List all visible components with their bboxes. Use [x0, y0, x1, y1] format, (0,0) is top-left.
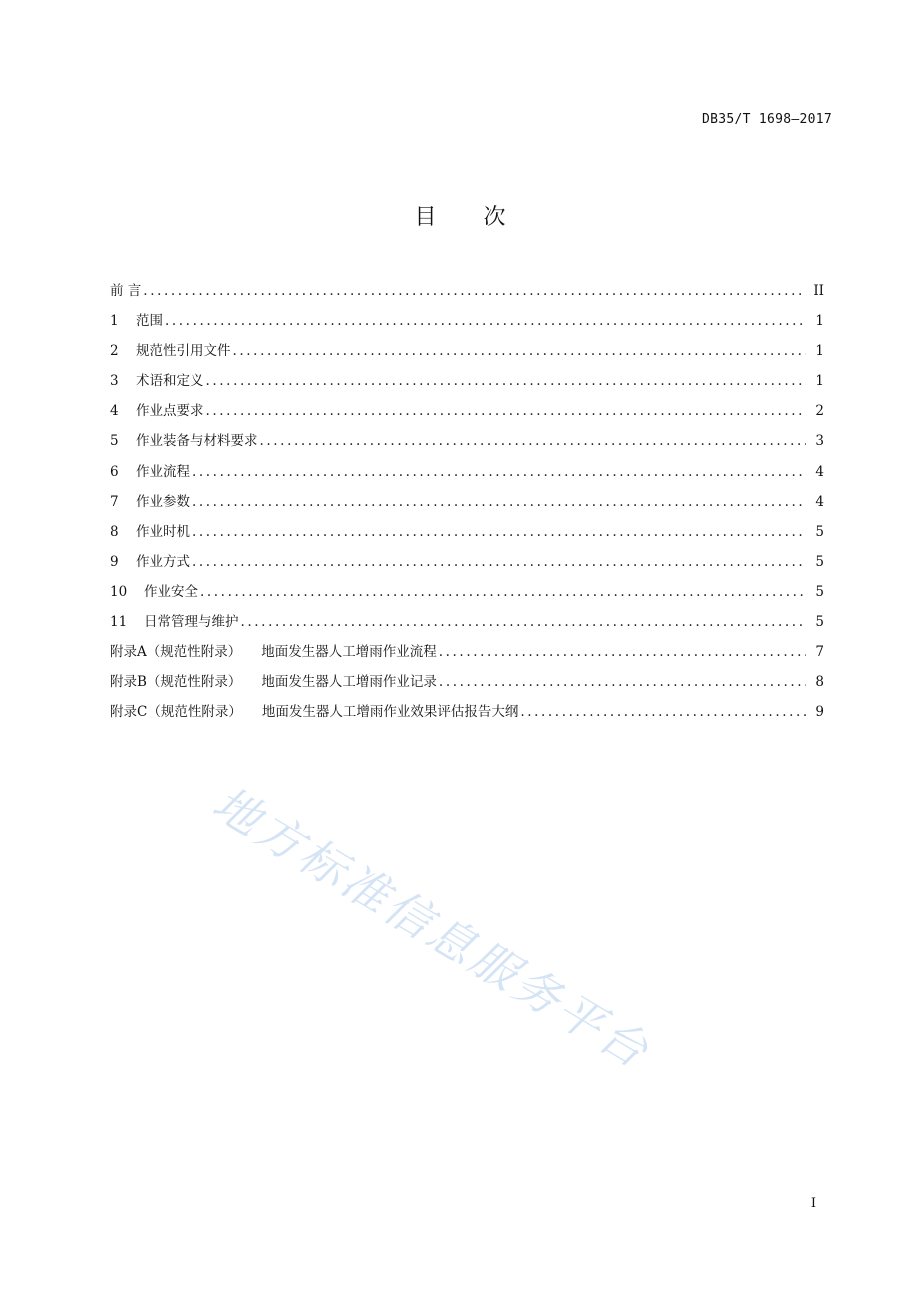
toc-entry-label: 前 言	[110, 283, 142, 299]
toc-entry-6[interactable]	[110, 460, 824, 490]
watermark: 地方标准信息服务平台	[203, 775, 660, 1080]
toc-entry-4[interactable]	[110, 399, 824, 429]
toc-leader-dots	[192, 524, 806, 540]
toc-entry-label: 术语和定义	[136, 373, 204, 390]
toc-entry-label: 作业装备与材料要求	[136, 433, 258, 450]
toc-entry-foreword[interactable]	[110, 279, 824, 309]
toc-entry-number: 1	[110, 313, 119, 330]
toc-appendix-tag: 附录C（规范性附录）	[110, 704, 242, 721]
toc-entry-number: 10	[110, 583, 128, 600]
toc-leader-dots	[192, 494, 806, 510]
toc-entry-appendix-b[interactable]	[110, 670, 824, 700]
toc-entry-number: 3	[110, 373, 119, 390]
toc-entry-2[interactable]	[110, 339, 824, 369]
toc-page-number: 7	[815, 644, 824, 661]
toc-page-number: 4	[815, 493, 824, 510]
toc-entry-3[interactable]	[110, 369, 824, 399]
toc-page-number: 1	[815, 373, 824, 390]
toc-leader-dots	[206, 403, 807, 419]
toc-page-number: 5	[815, 614, 824, 631]
toc-entry-1[interactable]	[110, 309, 824, 339]
toc-leader-dots	[192, 554, 806, 570]
toc-entry-number: 8	[110, 523, 119, 540]
toc-leader-dots	[192, 464, 806, 480]
toc-leader-dots	[260, 433, 807, 449]
toc-entry-number: 4	[110, 403, 119, 420]
toc-page-number: 9	[815, 704, 824, 721]
table-of-contents	[110, 279, 824, 730]
toc-entry-label: 地面发生器人工增雨作业效果评估报告大纲	[261, 704, 519, 721]
toc-entry-label: 作业流程	[136, 463, 190, 480]
toc-page-number: 2	[815, 403, 824, 420]
toc-entry-label: 日常管理与维护	[144, 614, 239, 631]
toc-entry-number: 7	[110, 493, 119, 510]
toc-page-number: 5	[815, 553, 824, 570]
toc-page-number: 8	[815, 674, 824, 691]
toc-entry-7[interactable]	[110, 490, 824, 520]
document-code: DB35/T 1698—2017	[701, 112, 832, 127]
toc-page-number: 5	[815, 523, 824, 540]
toc-leader-dots	[241, 614, 807, 630]
toc-appendix-tag: 附录B（规范性附录）	[110, 674, 242, 691]
toc-page-number: 1	[815, 343, 824, 360]
toc-entry-9[interactable]	[110, 550, 824, 580]
toc-leader-dots	[439, 644, 806, 660]
toc-entry-label: 地面发生器人工增雨作业记录	[261, 674, 437, 691]
toc-leader-dots	[206, 373, 807, 389]
toc-entry-number: 6	[110, 463, 119, 480]
toc-entry-appendix-c[interactable]	[110, 700, 824, 730]
toc-entry-number: 5	[110, 433, 119, 450]
toc-page-number: 4	[815, 463, 824, 480]
toc-entry-8[interactable]	[110, 520, 824, 550]
page-title: 目 次	[414, 205, 526, 230]
toc-entry-appendix-a[interactable]	[110, 640, 824, 670]
toc-page-number: II	[813, 283, 824, 299]
footer-page-number: I	[810, 1196, 816, 1211]
toc-entry-label: 作业参数	[136, 493, 190, 510]
toc-entry-number: 11	[110, 614, 128, 631]
toc-entry-label: 作业点要求	[136, 403, 204, 420]
toc-entry-label: 作业方式	[136, 553, 190, 570]
toc-entry-11[interactable]	[110, 610, 824, 640]
toc-entry-label: 作业时机	[136, 523, 190, 540]
toc-entry-number: 9	[110, 553, 119, 570]
toc-entry-5[interactable]	[110, 429, 824, 459]
toc-entry-label: 作业安全	[144, 583, 198, 600]
toc-leader-dots	[520, 704, 806, 720]
toc-entry-label: 地面发生器人工增雨作业流程	[261, 644, 437, 661]
toc-entry-label: 范围	[136, 313, 163, 330]
toc-page-number: 3	[815, 433, 824, 450]
toc-leader-dots	[143, 283, 806, 299]
toc-entry-10[interactable]	[110, 580, 824, 610]
toc-leader-dots	[165, 313, 806, 329]
toc-leader-dots	[233, 343, 807, 359]
toc-page-number: 5	[815, 583, 824, 600]
toc-page-number: 1	[815, 313, 824, 330]
toc-entry-number: 2	[110, 343, 119, 360]
toc-leader-dots	[439, 674, 806, 690]
toc-leader-dots	[200, 584, 806, 600]
toc-appendix-tag: 附录A（规范性附录）	[110, 644, 242, 661]
toc-entry-label: 规范性引用文件	[136, 343, 231, 360]
